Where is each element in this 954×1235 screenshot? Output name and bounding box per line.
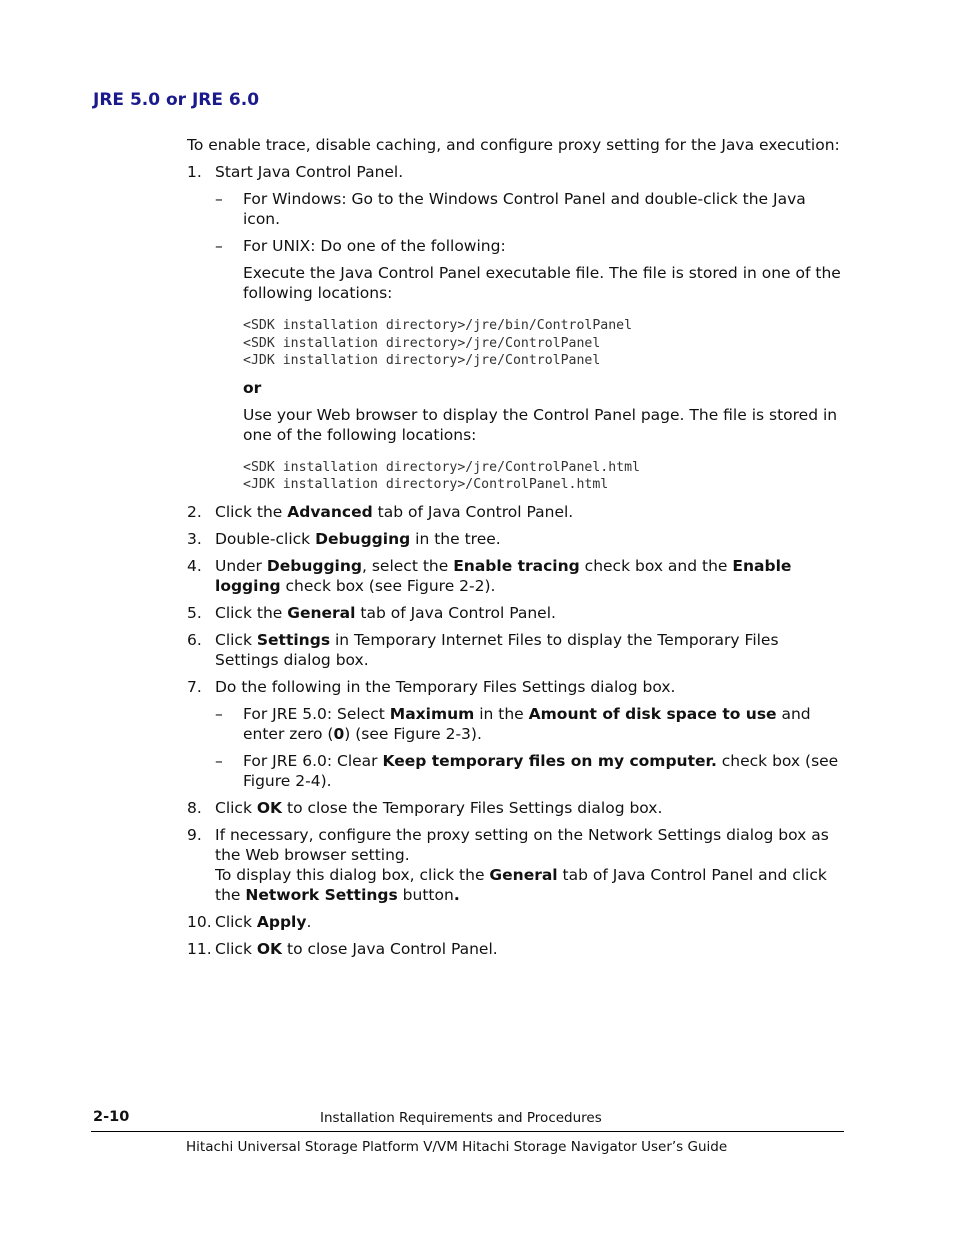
step-number: 7. — [187, 677, 202, 696]
page-number: 2-10 — [93, 1109, 130, 1125]
step-text: Start Java Control Panel. — [215, 163, 404, 181]
step-number: 6. — [187, 630, 202, 649]
substep-unix — [187, 236, 847, 256]
step-1 — [187, 162, 847, 182]
step-7: 7. Do the following in the Temporary Files Settings dialog box. — [187, 677, 676, 696]
unix-option-2: Use your Web browser to display the Control Panel page. The file is stored in one of the following locations: — [243, 405, 838, 444]
code-block-locations-1 — [187, 317, 847, 370]
step-10: 10. Click Apply. — [187, 912, 312, 931]
dash-bullet: – — [215, 704, 223, 723]
intro-paragraph: To enable trace, disable caching, and configure proxy setting for the Java execution: — [187, 136, 840, 154]
step-number: 4. — [187, 556, 202, 575]
step-number: 11. — [187, 939, 212, 958]
step-4: 4. Under Debugging, select the Enable tracing check box and the Enable logging check box (see Figure 2-2). — [187, 556, 792, 595]
step-number: 10. — [187, 912, 212, 931]
code-line: <SDK installation directory>/jre/ControlPanel.html — [243, 459, 640, 475]
step-number: 9. — [187, 825, 202, 844]
dash-bullet: – — [215, 190, 223, 208]
code-block-locations-2 — [187, 459, 847, 494]
dash-bullet: – — [215, 237, 223, 255]
or-separator: or — [243, 378, 262, 397]
step-11: 11. Click OK to close Java Control Panel. — [187, 939, 498, 958]
footer-divider — [91, 1131, 844, 1132]
substep-text: For UNIX: Do one of the following: — [243, 237, 506, 255]
substep-jre5: – For JRE 5.0: Select Maximum in the Amount of disk space to use and enter zero (0) (see Figure 2-3). — [215, 704, 811, 743]
dash-bullet: – — [215, 751, 223, 770]
substep-jre6: – For JRE 6.0: Clear Keep temporary files on my computer. check box (see Figure 2-4). — [215, 751, 839, 790]
section-heading: JRE 5.0 or JRE 6.0 — [93, 90, 260, 110]
step-number: 8. — [187, 798, 202, 817]
step-2: 2. Click the Advanced tab of Java Control Panel. — [187, 502, 574, 521]
step-number: 2. — [187, 502, 202, 521]
step-8: 8. Click OK to close the Temporary Files Settings dialog box. — [187, 798, 663, 817]
step-9: 9. If necessary, configure the proxy setting on the Network Settings dialog box as the Web browser setting. To display this dialog box, click the General tab of Java Control Panel and click the Network Settings button. — [187, 825, 829, 904]
substep-windows — [187, 189, 847, 229]
step-3: 3. Double-click Debugging in the tree. — [187, 529, 501, 548]
code-line: <JDK installation directory>/jre/ControlPanel — [243, 353, 601, 368]
step-6: 6. Click Settings in Temporary Internet Files to display the Temporary Files Settings dialog box. — [187, 630, 779, 669]
chapter-title: Installation Requirements and Procedures — [320, 1110, 602, 1126]
guide-title: Hitachi Universal Storage Platform V/VM Hitachi Storage Navigator User’s Guide — [186, 1139, 728, 1155]
section-body — [187, 135, 847, 966]
step-number: 1. — [187, 163, 202, 181]
code-line: <SDK installation directory>/jre/ControlPanel — [243, 335, 601, 351]
step-number: 3. — [187, 529, 202, 548]
step-5: 5. Click the General tab of Java Control Panel. — [187, 603, 556, 622]
code-line: <JDK installation directory>/ControlPanel.html — [243, 477, 609, 492]
step-number: 5. — [187, 603, 202, 622]
substep-text: For Windows: Go to the Windows Control Panel and double-click the Java icon. — [243, 190, 806, 228]
code-line: <SDK installation directory>/jre/bin/ControlPanel — [243, 318, 633, 333]
unix-option-1: Execute the Java Control Panel executable file. The file is stored in one of the following locations: — [243, 264, 841, 302]
